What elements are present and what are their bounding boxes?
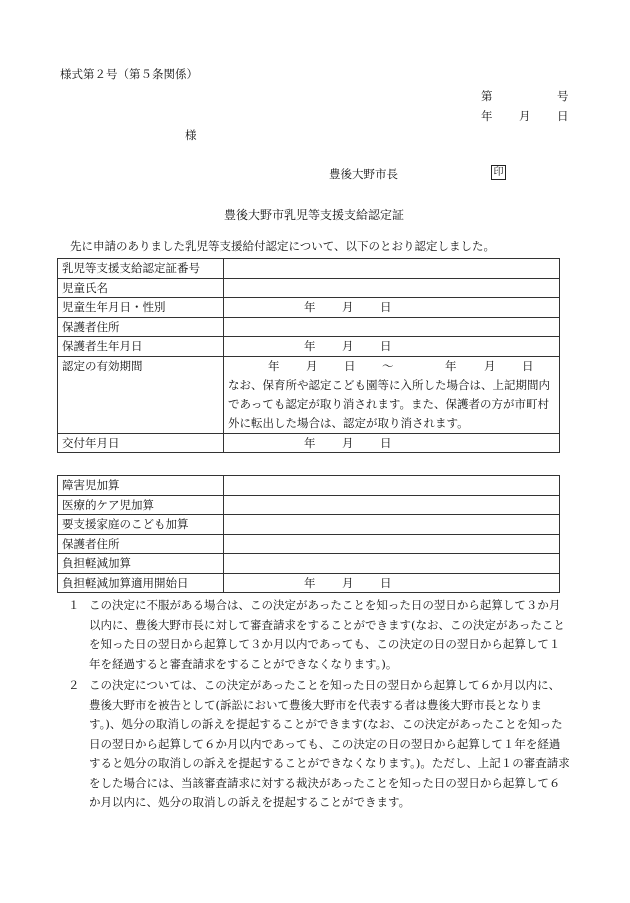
date-day: 日 [380,575,392,590]
header-date-month: 月 [519,109,531,123]
certificate-table [57,258,560,453]
notes-section [60,596,570,813]
row-label-burden-reduction-start: 負担軽減加算適用開始日 [58,573,224,593]
document-title: 豊後大野市乳児等支援支給認定証 [224,208,405,222]
seal-mark: 印 [491,165,506,180]
disabled-child-value [224,476,560,496]
date-day: 日 [380,300,392,314]
addressee-honorific: 様 [185,128,197,142]
start-day: 日 [344,358,356,373]
table-row [58,534,560,554]
row-label-support-family: 要支援家庭のこども加算 [58,515,224,535]
burden-reduction-start-date [224,573,560,593]
note-text: この決定については、この決定があったことを知った日の翌日から起算して６か月以内に、豊後大野市を被告として(訴訟において豊後大野市を代表する者は豊後大野市長となります。)、処分の取消しの訴えを提起することができます(なお、この決定があったことを知った日の翌日から起算して６か月以内であっても、この決定の日の翌日から起算して１年を経過すると処分の取消しの訴えを提起することができなくなります。)。ただし、上記１の審査請求をした場合には、当該審査請求に対する裁決があったことを知った日の翌日から起算して６か月以内に、処分の取消しの訴えを提起することができます。 [89,678,570,809]
date-year: 年 [304,300,316,314]
document-number-suffix: 号 [557,89,569,103]
row-label-issue-date: 交付年月日 [58,433,224,453]
start-month: 月 [306,358,318,373]
note-number: ２ [68,678,80,692]
end-month: 月 [484,358,496,373]
official-seal [491,164,506,180]
validity-period-value [224,356,560,433]
date-day: 日 [380,435,392,450]
row-label-burden-reduction: 負担軽減加算 [58,554,224,574]
child-birth-date [224,298,560,318]
medical-care-value [224,495,560,515]
row-label-guardian-address: 保護者住所 [58,317,224,337]
table-row [58,554,560,574]
row-label-certificate-number: 乳児等支援支給認定証番号 [58,259,224,279]
date-month: 月 [342,435,354,450]
date-month: 月 [342,300,354,314]
row-label-guardian-address-2: 保護者住所 [58,534,224,554]
guardian-address-2-value [224,534,560,554]
table-row [58,317,560,337]
header-date-day: 日 [557,109,569,123]
issuer-name: 豊後大野市長 [329,167,398,181]
additions-table [57,475,560,593]
row-label-validity-period: 認定の有効期間 [58,356,224,433]
row-label-child-birth-gender: 児童生年月日・性別 [58,298,224,318]
start-year: 年 [268,358,280,373]
row-label-medical-care: 医療的ケア児加算 [58,495,224,515]
validity-note: なお、保育所や認定こども園等に入所した場合は、上記期間内であっても認定が取り消されます。また、保護者の方が市町村外に転出した場合は、認定が取り消されます。 [228,377,550,430]
date-year: 年 [304,575,316,590]
certificate-number-value [224,259,560,279]
support-family-value [224,515,560,535]
date-day: 日 [380,339,392,353]
row-label-guardian-birth: 保護者生年月日 [58,337,224,357]
date-year: 年 [304,435,316,450]
header-date-year: 年 [481,109,493,123]
table-row [58,476,560,496]
table-row [58,573,560,593]
document-number-label: 第 [481,89,493,103]
end-day: 日 [522,358,534,373]
guardian-address-value [224,317,560,337]
table-row [58,278,560,298]
table-row [58,337,560,357]
row-label-disabled-child: 障害児加算 [58,476,224,496]
date-month: 月 [342,575,354,590]
note-item [60,676,570,813]
table-row [58,356,560,433]
table-row [58,259,560,279]
note-number: １ [68,598,80,612]
form-number: 様式第２号（第５条関係） [60,67,198,81]
note-item [60,596,570,674]
table-row [58,515,560,535]
end-year: 年 [445,358,457,373]
table-row [58,495,560,515]
burden-reduction-value [224,554,560,574]
child-name-value [224,278,560,298]
table-row [58,433,560,453]
intro-text: 先に申請のありました乳児等支援給付認定について、以下のとおり認定しました。 [70,239,496,253]
table-row [58,298,560,318]
issue-date-value [224,433,560,453]
date-month: 月 [342,339,354,353]
guardian-birth-date [224,337,560,357]
note-text: この決定に不服がある場合は、この決定があったことを知った日の翌日から起算して３か月以内に、豊後大野市長に対して審査請求をすることができます(なお、この決定があったことを知った日の翌日から起算して３か月以内であっても、この決定の日の翌日から起算して１年を経過すると審査請求をすることができなくなります。)。 [89,598,565,671]
period-tilde: 〜 [382,358,394,373]
row-label-child-name: 児童氏名 [58,278,224,298]
date-year: 年 [304,339,316,353]
